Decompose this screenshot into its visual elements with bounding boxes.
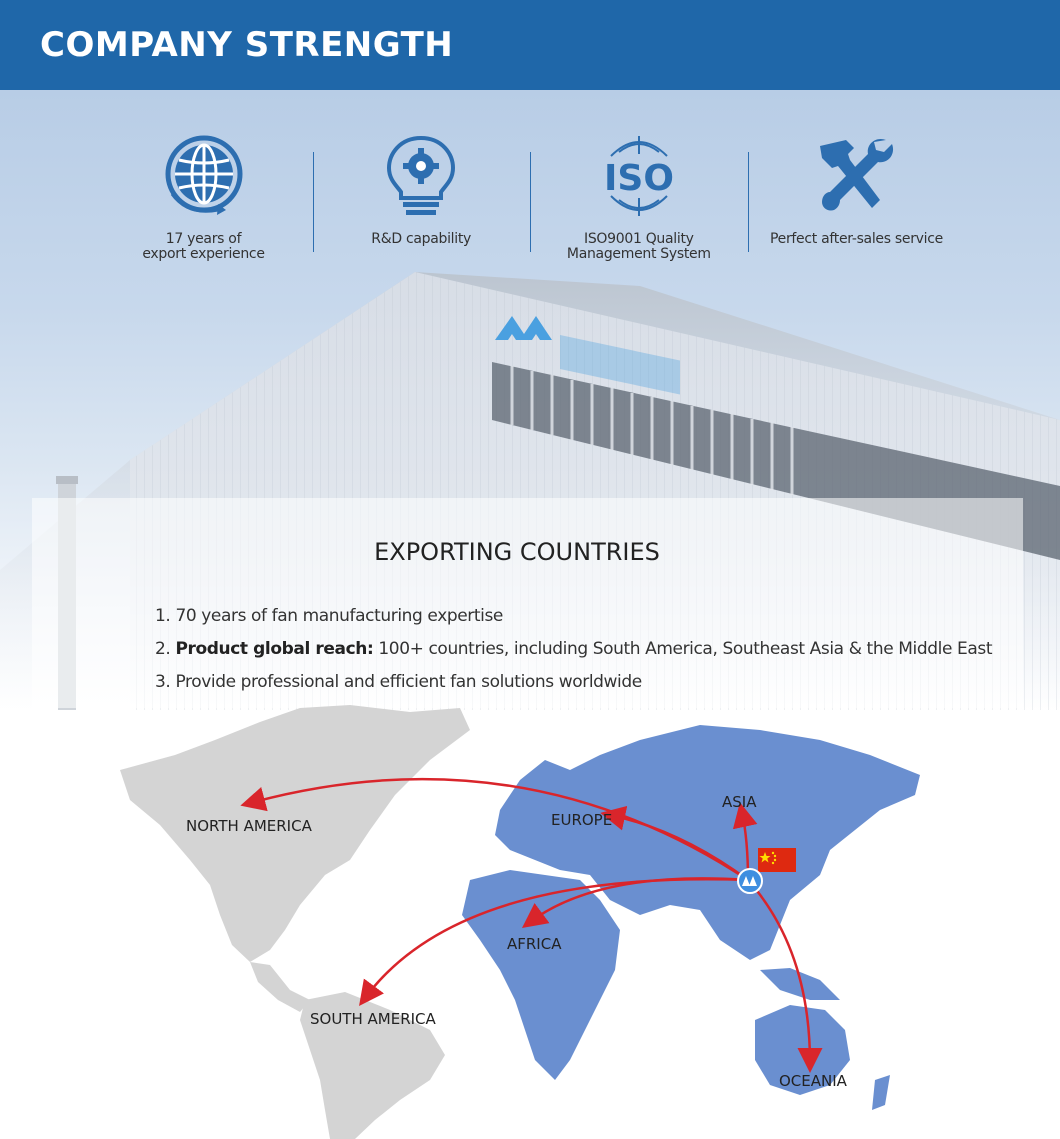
feature-label: Perfect after-sales service	[770, 231, 943, 247]
world-map	[0, 700, 1060, 1139]
page-header	[0, 0, 1060, 90]
label-north-america: NORTH AMERICA	[186, 817, 312, 835]
exporting-points	[155, 600, 1015, 699]
svg-text:ISO: ISO	[603, 158, 674, 199]
label-africa: AFRICA	[507, 935, 562, 953]
feature-after-sales	[748, 130, 965, 270]
lightbulb-gear-icon	[375, 130, 467, 222]
feature-divider	[748, 152, 749, 252]
label-europe: EUROPE	[551, 811, 613, 829]
world-export-map	[0, 700, 1060, 1139]
feature-iso9001	[530, 130, 747, 270]
feature-divider	[530, 152, 531, 252]
exporting-point: 2. Product global reach: 100+ countries, including South America, Southeast Asia & the Middle East	[155, 639, 993, 659]
feature-label: ISO9001 Quality Management System	[566, 231, 711, 262]
africa-shape	[462, 870, 620, 1080]
label-oceania: OCEANIA	[779, 1072, 847, 1090]
exporting-point: 1. 70 years of fan manufacturing expertise	[155, 606, 503, 626]
page-title: COMPANY STRENGTH	[40, 25, 454, 65]
feature-export-experience	[95, 130, 312, 270]
company-logo-pin-icon	[738, 869, 762, 893]
label-asia: ASIA	[722, 793, 757, 811]
iso-globe-icon	[593, 130, 685, 222]
feature-label: R&D capability	[371, 231, 472, 247]
exporting-title: EXPORTING COUNTRIES	[374, 538, 660, 566]
hammer-wrench-icon	[810, 130, 902, 222]
feature-divider	[313, 152, 314, 252]
globe-icon	[158, 130, 250, 222]
feature-label: 17 years of export experience	[142, 231, 265, 262]
label-south-america: SOUTH AMERICA	[310, 1010, 436, 1028]
feature-rd-capability	[313, 130, 530, 270]
exporting-point: 3. Provide professional and efficient fan solutions worldwide	[155, 672, 642, 692]
